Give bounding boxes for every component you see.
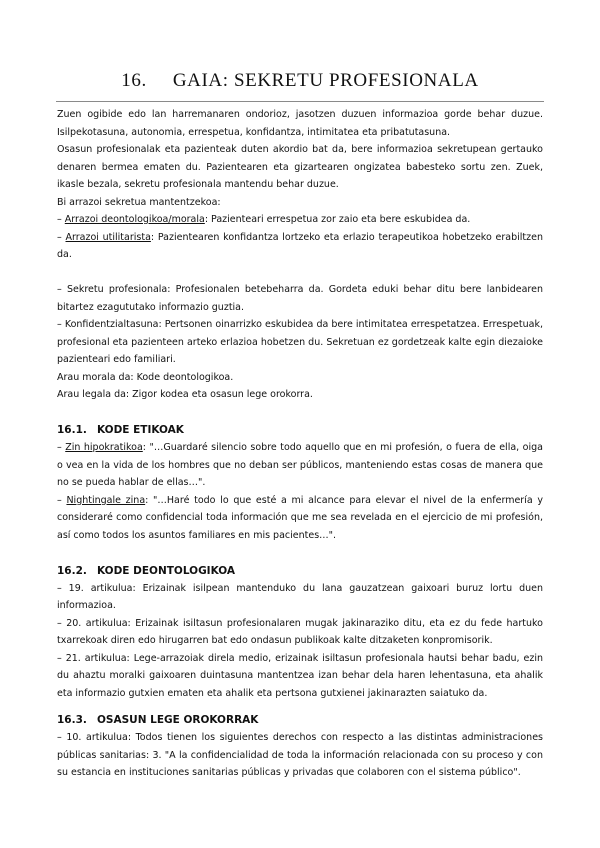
definition-sekretu: – Sekretu profesionala: Profesionalen betebeharra da. Gordeta eduki behar ditu bere lanbidearen bitartez ezagututako informazio guztia. xyxy=(57,284,543,313)
section-heading-16-1 xyxy=(57,421,543,439)
oath-item-2 xyxy=(57,492,543,545)
article-21: – 21. artikulua: Lege-arrazoiak direla medio, erizainak isiltasun profesionala hautsi behar badu, ezin du ahaztu moralki gaixoaren duintasuna mantentzea izan behar dela haren lehentasuna, eta ahalik eta informazio gutxien ematen eta ahalik eta pertsona gutxienei jakinarazten saiatuko da. xyxy=(57,652,543,699)
section-number: 16.3. xyxy=(57,714,87,726)
oath-item-1 xyxy=(57,439,543,492)
article-20: – 20. artikulua: Erizainak isiltasun profesionalaren mugak jakinaraziko ditu, eta ez du fede hartuko txarrekoak diren edo hirugarren bat edo ondasun publikoak kalte ditzaketen konpromisorik. xyxy=(57,617,543,646)
arau-legala: Arau legala da: Zigor kodea eta osasun lege orokorra. xyxy=(57,389,313,400)
oath-text-2: : "…Haré todo lo que esté a mi alcance para elevar el nivel de la enfermería y consideraré como confidencial toda información que me sea revelada en el ejercicio de mi profesión, así como todos los asuntos familiares en mis pacientes…". xyxy=(57,494,543,541)
section-heading-16-2 xyxy=(57,562,543,580)
reason-label-2: Arrazoi utilitarista xyxy=(65,231,151,243)
section-title: KODE ETIKOAK xyxy=(97,424,184,436)
reason-label-1: Arrazoi deontologikoa/morala xyxy=(64,214,205,225)
section-number: 16.2. xyxy=(57,564,87,577)
intro-paragraph-3: Bi arrazoi sekretua mantentzekoa: xyxy=(57,196,221,208)
article-19: – 19. artikulua: Erizainak isilpean mantenduko du lana gauzatzean gaixoari buruz lortu duen informazioa. xyxy=(57,582,543,611)
section-number: 16.1. xyxy=(57,424,87,436)
oath-label-1: Zin hipokratikoa xyxy=(65,442,143,453)
oath-dash: – xyxy=(57,442,66,453)
reason-item-1 xyxy=(57,211,543,229)
intro-paragraph-2: Osasun profesionalak eta pazienteak duten akordio bat da, bere informazioa sekretupean gertauko denaren bermea ematen du. Pazientearen eta gizartearen ongizatea babesteko sortu zen. Zuek, ikasle bezala, sekretu profesionala mantendu behar duzue. xyxy=(57,144,543,190)
arau-morala: Arau morala da: Kode deontologikoa. xyxy=(57,371,234,383)
reason-dash: – xyxy=(57,214,65,225)
section-heading-16-3 xyxy=(57,711,543,729)
document-body xyxy=(57,106,543,782)
reason-text-1: : Pazienteari errespetua zor zaio eta bere eskubidea da. xyxy=(204,214,471,225)
chapter-number: 16. xyxy=(121,70,147,91)
reason-text-2: : Pazientearen konfidantza lortzeko eta erlazio terapeutikoa hobetzeko erabiltzen da. xyxy=(57,231,543,260)
definition-konfidentzialtasuna: – Konfidentzialtasuna: Pertsonen oinarrizko eskubidea da bere intimitatea errespetatzea. Errespetuak, profesional eta pazienteen arteko erlazioa hobetzen du. Sekretuan ez gordetzeak kalte egin diezaioke pazienteari edo familiari. xyxy=(57,319,543,365)
section-title: OSASUN LEGE OROKORRAK xyxy=(97,714,259,726)
article-10: – 10. artikulua: Todos tienen los siguientes derechos con respecto a las distintas administraciones públicas sanitarias: 3. "A la confidencialidad de toda la información relacionada con su proceso y con su estancia en instituciones sanitarias públicas y privadas que colaboren con el sistema público". xyxy=(57,732,543,778)
page-title xyxy=(56,70,544,92)
chapter-title: GAIA: SEKRETU PROFESIONALA xyxy=(172,70,479,91)
oath-text-1: : "…Guardaré silencio sobre todo aquello que en mi profesión, o fuera de ella, oiga o vea en la vida de los hombres que no deban ser públicos, manteniendo estas cosas de manera que no se pueda hablar de ellas…". xyxy=(57,442,543,488)
reason-dash: – xyxy=(57,231,66,243)
oath-label-2: Nightingale zina xyxy=(66,494,146,506)
title-divider xyxy=(56,101,544,102)
intro-paragraph-1: Zuen ogibide edo lan harremanaren ondorioz, jasotzen duzuen informazioa gorde behar duzue. Isilpekotasuna, autonomia, errespetua, konfidantza, intimitatea eta pribatutasuna. xyxy=(57,109,543,138)
oath-dash: – xyxy=(57,494,67,506)
section-title: KODE DEONTOLOGIKOA xyxy=(97,564,236,577)
reason-item-2 xyxy=(57,229,543,264)
